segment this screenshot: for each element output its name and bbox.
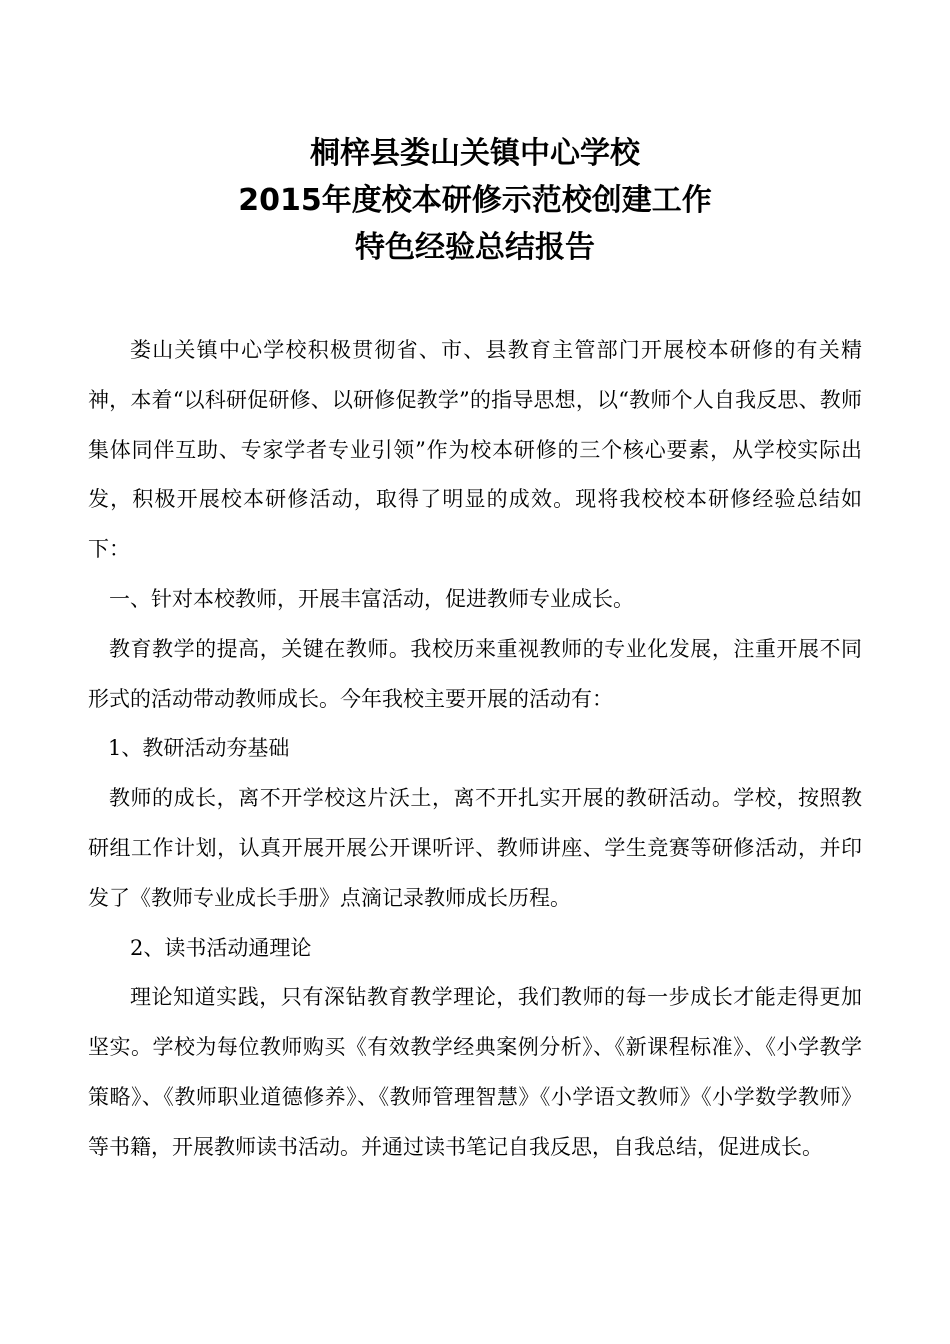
report-body bbox=[88, 326, 862, 1173]
subsection-2-paragraph: 理论知道实践，只有深钻教育教学理论，我们教师的每一步成长才能走得更加坚实。学校为每位教师购买《有效教学经典案例分析》、《新课程标准》、《小学教学策略》、《教师职业道德修养》、《教师管理智慧》《小学语文教师》《小学数学教师》等书籍，开展教师读书活动。并通过读书笔记自我反思，自我总结，促进成长。 bbox=[88, 985, 862, 1159]
subsection-heading-1: 1、教研活动夯基础 bbox=[108, 736, 290, 761]
section-1-paragraph: 教育教学的提高，关键在教师。我校历来重视教师的专业化发展，注重开展不同形式的活动带动教师成长。今年我校主要开展的活动有： bbox=[88, 636, 862, 711]
subsection-1-paragraph: 教师的成长，离不开学校这片沃土，离不开扎实开展的教研活动。学校，按照教研组工作计划，认真开展开展公开课听评、教师讲座、学生竞赛等研修活动，并印发了《教师专业成长手册》点滴记录教师成长历程。 bbox=[88, 786, 862, 910]
title-line-project: 2015年度校本研修示范校创建工作 bbox=[238, 183, 712, 218]
section-heading-1: 一、针对本校教师，开展丰富活动，促进教师专业成长。 bbox=[109, 586, 634, 611]
subsection-heading-2: 2、读书活动通理论 bbox=[130, 935, 312, 960]
title-line-school: 桐梓县娄山关镇中心学校 bbox=[310, 136, 640, 171]
intro-paragraph: 娄山关镇中心学校积极贯彻省、市、县教育主管部门开展校本研修的有关精神，本着“以科研促研修、以研修促教学”的指导思想，以“教师个人自我反思、教师集体同伴互助、专家学者专业引领”作为校本研修的三个核心要素，从学校实际出发，积极开展校本研修活动，取得了明显的成效。现将我校校本研修经验总结如下： bbox=[88, 338, 862, 562]
title-line-report: 特色经验总结报告 bbox=[355, 230, 595, 265]
report-title bbox=[88, 130, 862, 271]
